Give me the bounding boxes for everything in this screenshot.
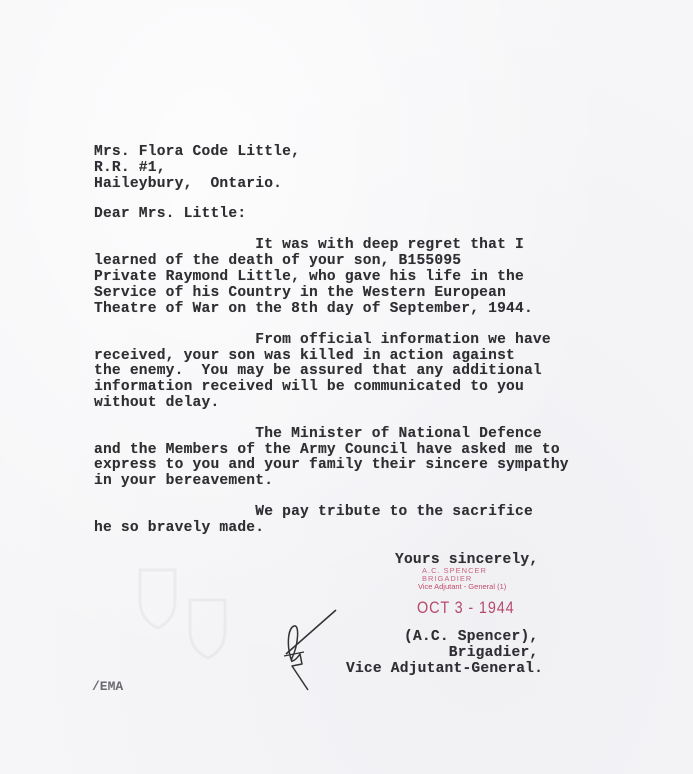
handwritten-signature-icon (278, 606, 348, 696)
date-stamp: OCT 3 - 1944 (417, 598, 515, 617)
paragraph-1-line-5: Theatre of War on the 8th day of September, 1944. (94, 301, 533, 317)
paragraph-1-line-1: It was with deep regret that I (94, 237, 524, 253)
salutation: Dear Mrs. Little: (94, 206, 247, 222)
signatory-rank: Brigadier, (404, 645, 539, 661)
paragraph-3-line-4: in your bereavement. (94, 473, 274, 489)
paragraph-2-line-4: information received will be communicated to you (94, 379, 524, 395)
paragraph-2-line-3: the enemy. You may be assured that any additional (94, 363, 542, 379)
signatory-name: (A.C. Spencer), (404, 629, 539, 645)
paragraph-4-line-1: We pay tribute to the sacrifice (94, 504, 533, 520)
recipient-city: Haileybury, Ontario. (94, 176, 283, 192)
signatory-title: Vice Adjutant-General. (346, 661, 544, 677)
paragraph-3-line-3: express to you and your family their sincere sympathy (94, 457, 569, 473)
paragraph-1-line-4: Service of his Country in the Western European (94, 285, 507, 301)
recipient-name: Mrs. Flora Code Little, (94, 144, 301, 160)
paragraph-3-line-2: and the Members of the Army Council have asked me to (94, 442, 560, 458)
paragraph-2-line-5: without delay. (94, 395, 220, 411)
stamp-title: Vice Adjutant - General (1) (418, 582, 507, 591)
stamp-rank: BRIGADIER (422, 574, 473, 583)
closing: Yours sincerely, (395, 552, 539, 568)
paragraph-1-line-2: learned of the death of your son, B155095 (94, 253, 462, 269)
watermark-crest-icon (130, 560, 240, 670)
paragraph-2-line-1: From official information we have (94, 332, 551, 348)
stamp-signature-block (418, 567, 506, 591)
paragraph-1-line-3: Private Raymond Little, who gave his life in the (94, 269, 524, 285)
recipient-route: R.R. #1, (94, 160, 166, 176)
stamp-name: A.C. SPENCER (422, 566, 487, 575)
reference-initials: /EMA (92, 679, 124, 694)
paragraph-2-line-2: received, your son was killed in action against (94, 348, 516, 364)
paragraph-4-line-2: he so bravely made. (94, 520, 265, 536)
paragraph-3-line-1: The Minister of National Defence (94, 426, 542, 442)
